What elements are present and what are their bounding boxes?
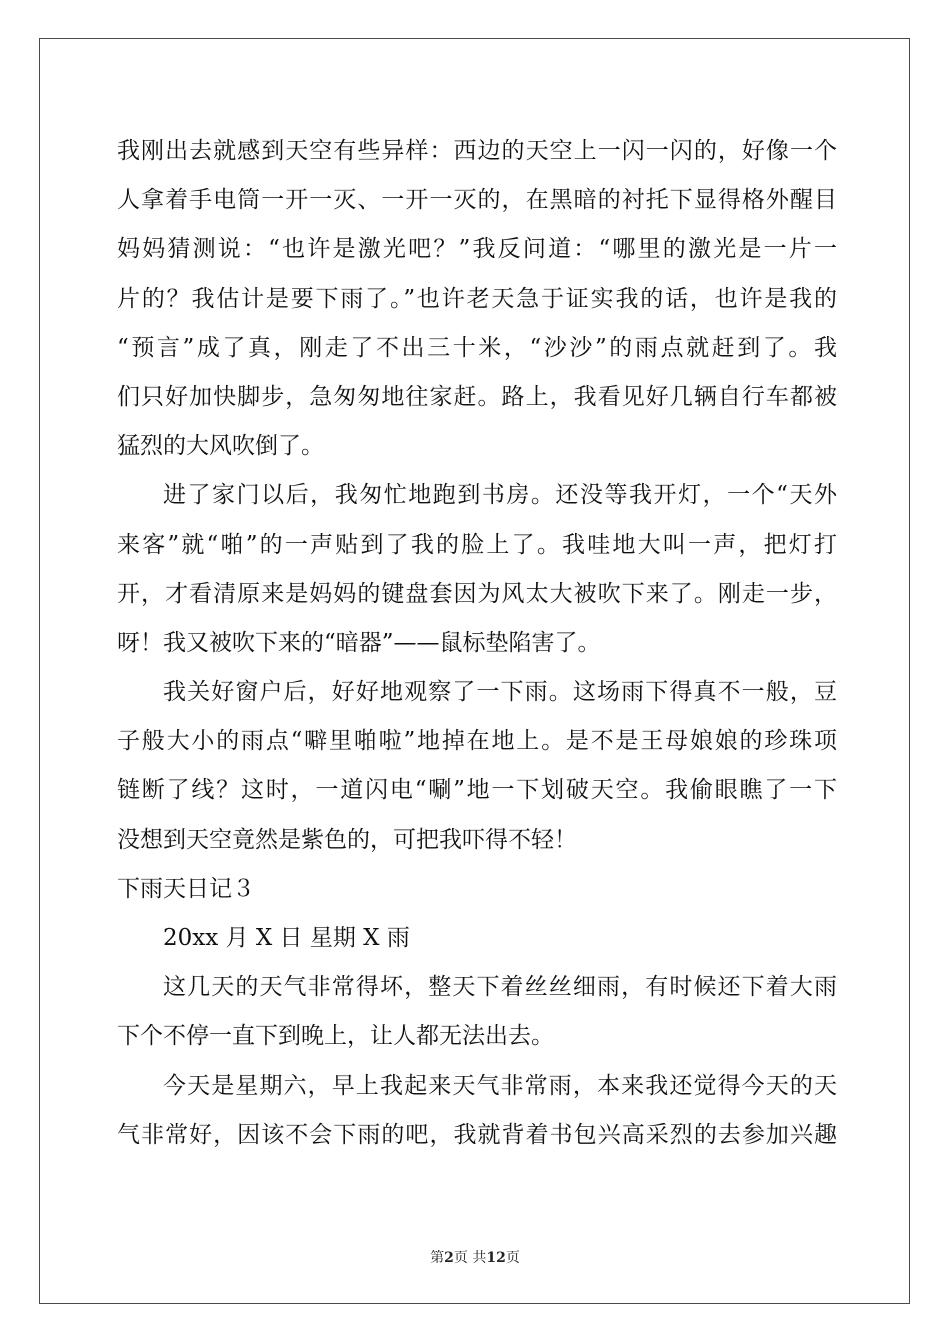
text-line: 今天是星期六，早上我起来天气非常雨，本来我还觉得今天的天 [163,1072,837,1099]
text-line: 下个不停一直下到晚上，让人都无法出去。 [117,1023,554,1050]
document-body [117,127,837,1160]
text-line: 20xx 月 X 日 星期 X 雨 [163,925,410,951]
text-line: 没想到天空竟然是紫色的，可把我吓得不轻！ [117,826,577,853]
text-line: 这几天的天气非常得坏，整天下着丝丝细雨，有时候还下着大雨 [163,974,837,1001]
text-line: 我刚出去就感到天空有些异样：西边的天空上一闪一闪的，好像一个 [117,138,837,164]
text-line: 气非常好，因该不会下雨的吧，我就背着书包兴高采烈的去参加兴趣 [117,1121,837,1148]
text-line: 呀！我又被吹下来的“暗器”——鼠标垫陷害了。 [117,629,601,656]
text-line: 下雨天日记３ [117,875,255,902]
page-footer [0,1247,950,1267]
text-line: 进了家门以后，我匆忙地跑到书房。还没等我开灯，一个“天外 [163,482,837,509]
text-line: 我关好窗户后，好好地观察了一下雨。这场雨下得真不一般，豆 [163,679,837,706]
text-line: “预言”成了真，刚走了不出三十米，“沙沙”的雨点就赶到了。我 [117,334,837,361]
text-line: 来客”就“啪”的一声贴到了我的脸上了。我哇地大叫一声，把灯打 [117,531,837,558]
footer-suffix: 页 [505,1250,520,1266]
text-line: 猛烈的大风吹倒了。 [117,433,324,460]
text-line: 子般大小的雨点“噼里啪啦”地掉在地上。是不是王母娘娘的珍珠项 [117,728,837,755]
text-line: 人拿着手电筒一开一灭、一开一灭的，在黑暗的衬托下显得格外醒目 [117,187,837,214]
text-line: 妈妈猜测说：“也许是激光吧？”我反问道：“哪里的激光是一片一 [117,236,837,263]
text-line: 片的？我估计是要下雨了。”也许老天急于证实我的话，也许是我的 [117,285,837,312]
footer-mid: 页 共 [453,1250,487,1266]
footer-total-pages: 12 [486,1250,506,1266]
footer-prefix: 第 [430,1250,445,1266]
text-line: 们只好加快脚步，急匆匆地往家赶。路上，我看见好几辆自行车都被 [117,383,837,410]
text-line: 链断了线？这时，一道闪电“唰”地一下划破天空。我偷眼瞧了一下 [117,777,837,804]
footer-page-number: 2 [444,1250,454,1266]
text-line: 开，才看清原来是妈妈的键盘套因为风太大被吹下来了。刚走一步， [117,580,837,607]
